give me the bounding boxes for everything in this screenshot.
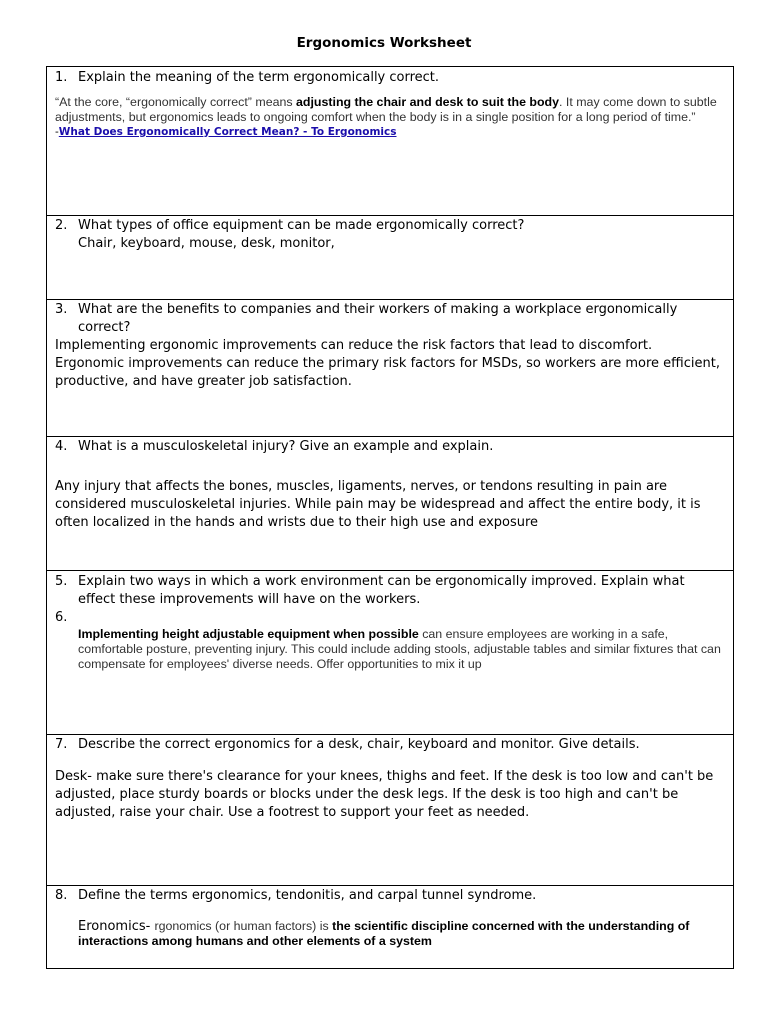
question-number: 4. [55, 439, 68, 454]
answer-label: Eronomics- [78, 919, 155, 934]
question-1 [55, 69, 733, 87]
source-link[interactable]: What Does Ergonomically Correct Mean? - To Ergonomics [58, 126, 397, 138]
question-number: 3. [55, 302, 68, 317]
worksheet-table [46, 66, 734, 969]
quote-text-end: . It may come down to subtle adjustments, but ergonomics leads to ongoing comfort when the body is in a single position for a long period of time.” [55, 95, 717, 124]
question-cell-2 [47, 215, 733, 299]
question-text: What types of office equipment can be made ergonomically correct? [78, 218, 525, 233]
question-number: 5. [55, 574, 68, 589]
source-dash: - [55, 126, 59, 138]
question-4 [55, 438, 733, 456]
question-cell-1 [47, 67, 733, 215]
question-number: 7. [55, 737, 68, 752]
question-cell-5 [47, 570, 733, 734]
question-number: 6. [55, 610, 68, 625]
question-7 [55, 736, 733, 754]
question-number: 2. [55, 218, 68, 233]
question-cell-3 [47, 299, 733, 436]
question-text: What is a musculoskeletal injury? Give an example and explain. [78, 439, 494, 454]
question-cell-8 [47, 885, 733, 968]
answer-rest-text: can ensure employees are working in a safe, comfortable posture, preventing injury. This could include adding stools, adjustable tables and similar fixtures that can compensate for employees' diverse needs. Offer opportunities to mix it up [78, 627, 721, 671]
answer-bold-text: the scientific discipline concerned with the understanding of interactions among humans and other elements of a system [78, 919, 690, 948]
answer-text: Any injury that affects the bones, muscles, ligaments, nerves, or tendons resulting in pain are considered musculoskeletal injuries. While pain may be widespread and affect the entire body, it is often localized in the hands and wrists due to their high use and exposure [55, 479, 701, 530]
question-text: Define the terms ergonomics, tendonitis, and carpal tunnel syndrome. [78, 888, 537, 903]
question-2 [55, 217, 733, 235]
question-text: Explain two ways in which a work environment can be ergonomically improved. Explain what effect these improvements will have on the workers. [78, 574, 685, 607]
question-3 [55, 301, 733, 337]
question-6 [55, 609, 733, 627]
answer-text: Desk- make sure there's clearance for your knees, thighs and feet. If the desk is too low and can't be adjusted, place sturdy boards or blocks under the desk legs. If the desk is too high and can't be adjusted, raise your chair. Use a footrest to support your feet as needed. [55, 769, 714, 820]
quote-bold-text: adjusting the chair and desk to suit the body [296, 95, 560, 109]
question-cell-4 [47, 436, 733, 570]
question-text: Explain the meaning of the term ergonomically correct. [78, 70, 440, 85]
answer-text: Chair, keyboard, mouse, desk, monitor, [78, 236, 335, 251]
question-number: 8. [55, 888, 68, 903]
worksheet-title: Ergonomics Worksheet [296, 35, 472, 51]
answer-text: Implementing ergonomic improvements can reduce the risk factors that lead to discomfort. Ergonomic improvements can reduce the primary risk factors for MSDs, so workers are more efficient, productive, and have greater job satisfaction. [55, 338, 720, 389]
question-text: Describe the correct ergonomics for a desk, chair, keyboard and monitor. Give details. [78, 737, 640, 752]
answer-text [55, 627, 733, 672]
quote-text: “At the core, “ergonomically correct” means [55, 95, 297, 109]
answer-bold-text: Implementing height adjustable equipment when possible [78, 627, 419, 641]
answer-plain-text: rgonomics (or human factors) is [154, 919, 333, 933]
answer-text [55, 919, 733, 949]
question-text: What are the benefits to companies and their workers of making a workplace ergonomically correct? [78, 302, 678, 335]
question-8 [55, 887, 733, 905]
question-cell-7 [47, 734, 733, 885]
question-5 [55, 573, 733, 609]
source-line [55, 125, 733, 140]
answer-quote [55, 95, 733, 125]
question-number: 1. [55, 70, 68, 85]
